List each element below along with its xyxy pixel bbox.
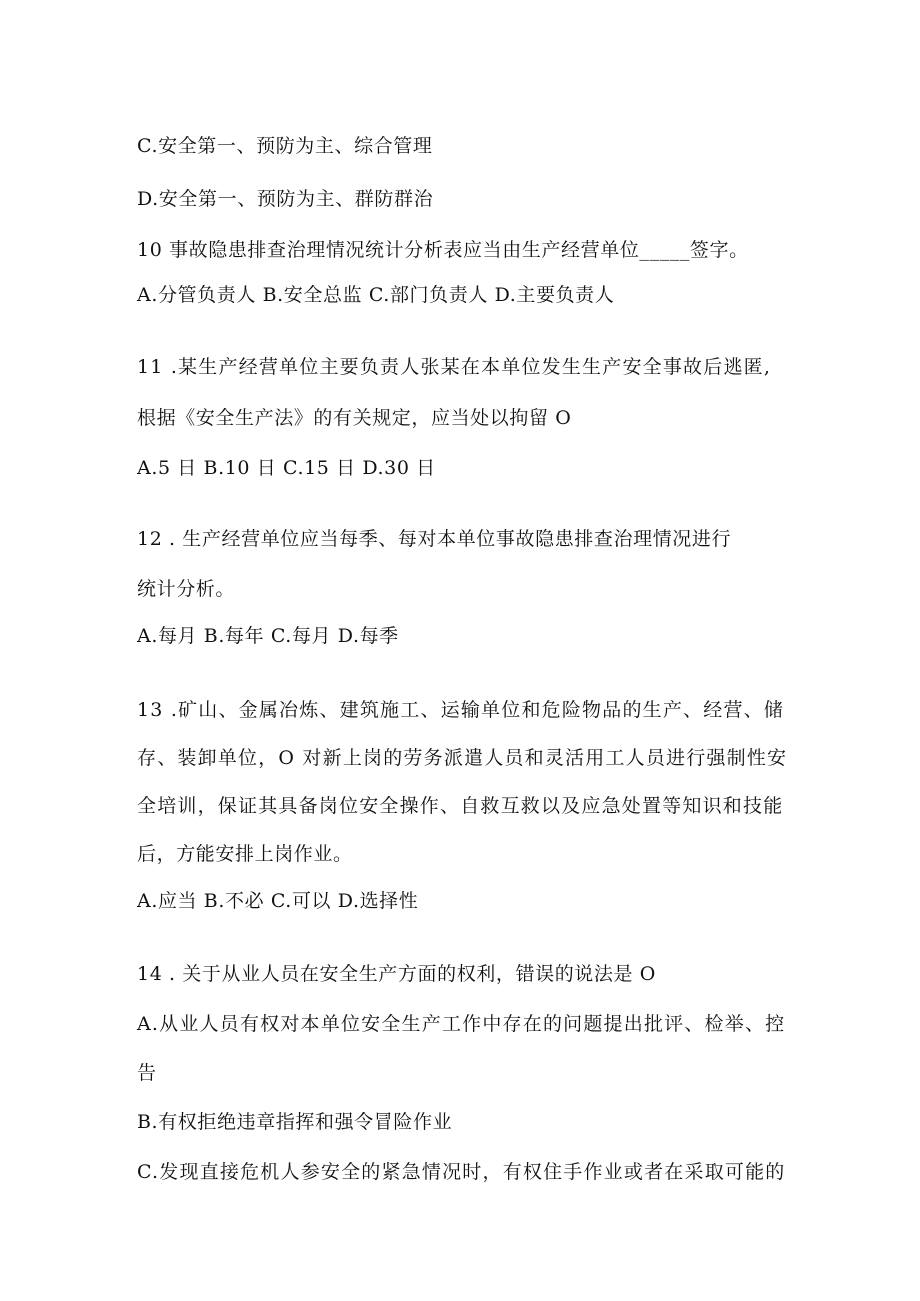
option-c-line: C.安全第一、预防为主、综合管理	[137, 135, 433, 157]
question-12-options: A.每月 B.每年 C.每月 D.每季	[137, 625, 399, 647]
question-14-option-a-line-2: 告	[137, 1062, 157, 1084]
question-14-option-c: C.发现直接危机人参安全的紧急情况时，有权住手作业或者在采取可能的	[137, 1161, 786, 1183]
question-13-line-2: 存、装卸单位，O 对新上岗的劳务派遣人员和灵活用工人员进行强制性安	[137, 747, 788, 769]
question-10: 10 事故隐患排查治理情况统计分析表应当由生产经营单位_____签字。	[137, 239, 749, 261]
question-12-line-2: 统计分析。	[137, 578, 236, 600]
question-14-option-a-line-1: A.从业人员有权对本单位安全生产工作中存在的问题提出批评、检举、控	[137, 1013, 786, 1035]
question-11-line-1: 11 .某生产经营单位主要负责人张某在本单位发生生产安全事故后逃匿,	[137, 356, 772, 378]
question-12-line-1: 12 . 生产经营单位应当每季、每对本单位事故隐患排查治理情况进行	[137, 528, 732, 550]
question-14: 14 . 关于从业人员在安全生产方面的权利，错误的说法是 O	[137, 963, 656, 985]
option-d-line: D.安全第一、预防为主、群防群治	[137, 188, 434, 210]
question-10-options: A.分管负责人 B.安全总监 C.部门负责人 D.主要负责人	[137, 284, 615, 306]
question-13-line-1: 13 .矿山、金属冶炼、建筑施工、运输单位和危险物品的生产、经营、储	[137, 699, 785, 721]
question-11-line-2: 根据《安全生产法》的有关规定，应当处以拘留 O	[137, 407, 572, 429]
question-13-line-4: 后，方能安排上岗作业。	[137, 843, 353, 865]
question-13-line-3: 全培训，保证其具备岗位安全操作、自救互救以及应急处置等知识和技能	[137, 795, 784, 817]
question-14-option-b: B.有权拒绝违章指挥和强令冒险作业	[137, 1111, 453, 1133]
question-13-options: A.应当 B.不必 C.可以 D.选择性	[137, 890, 419, 912]
question-11-options: A.5 日 B.10 日 C.15 日 D.30 日	[137, 457, 436, 479]
